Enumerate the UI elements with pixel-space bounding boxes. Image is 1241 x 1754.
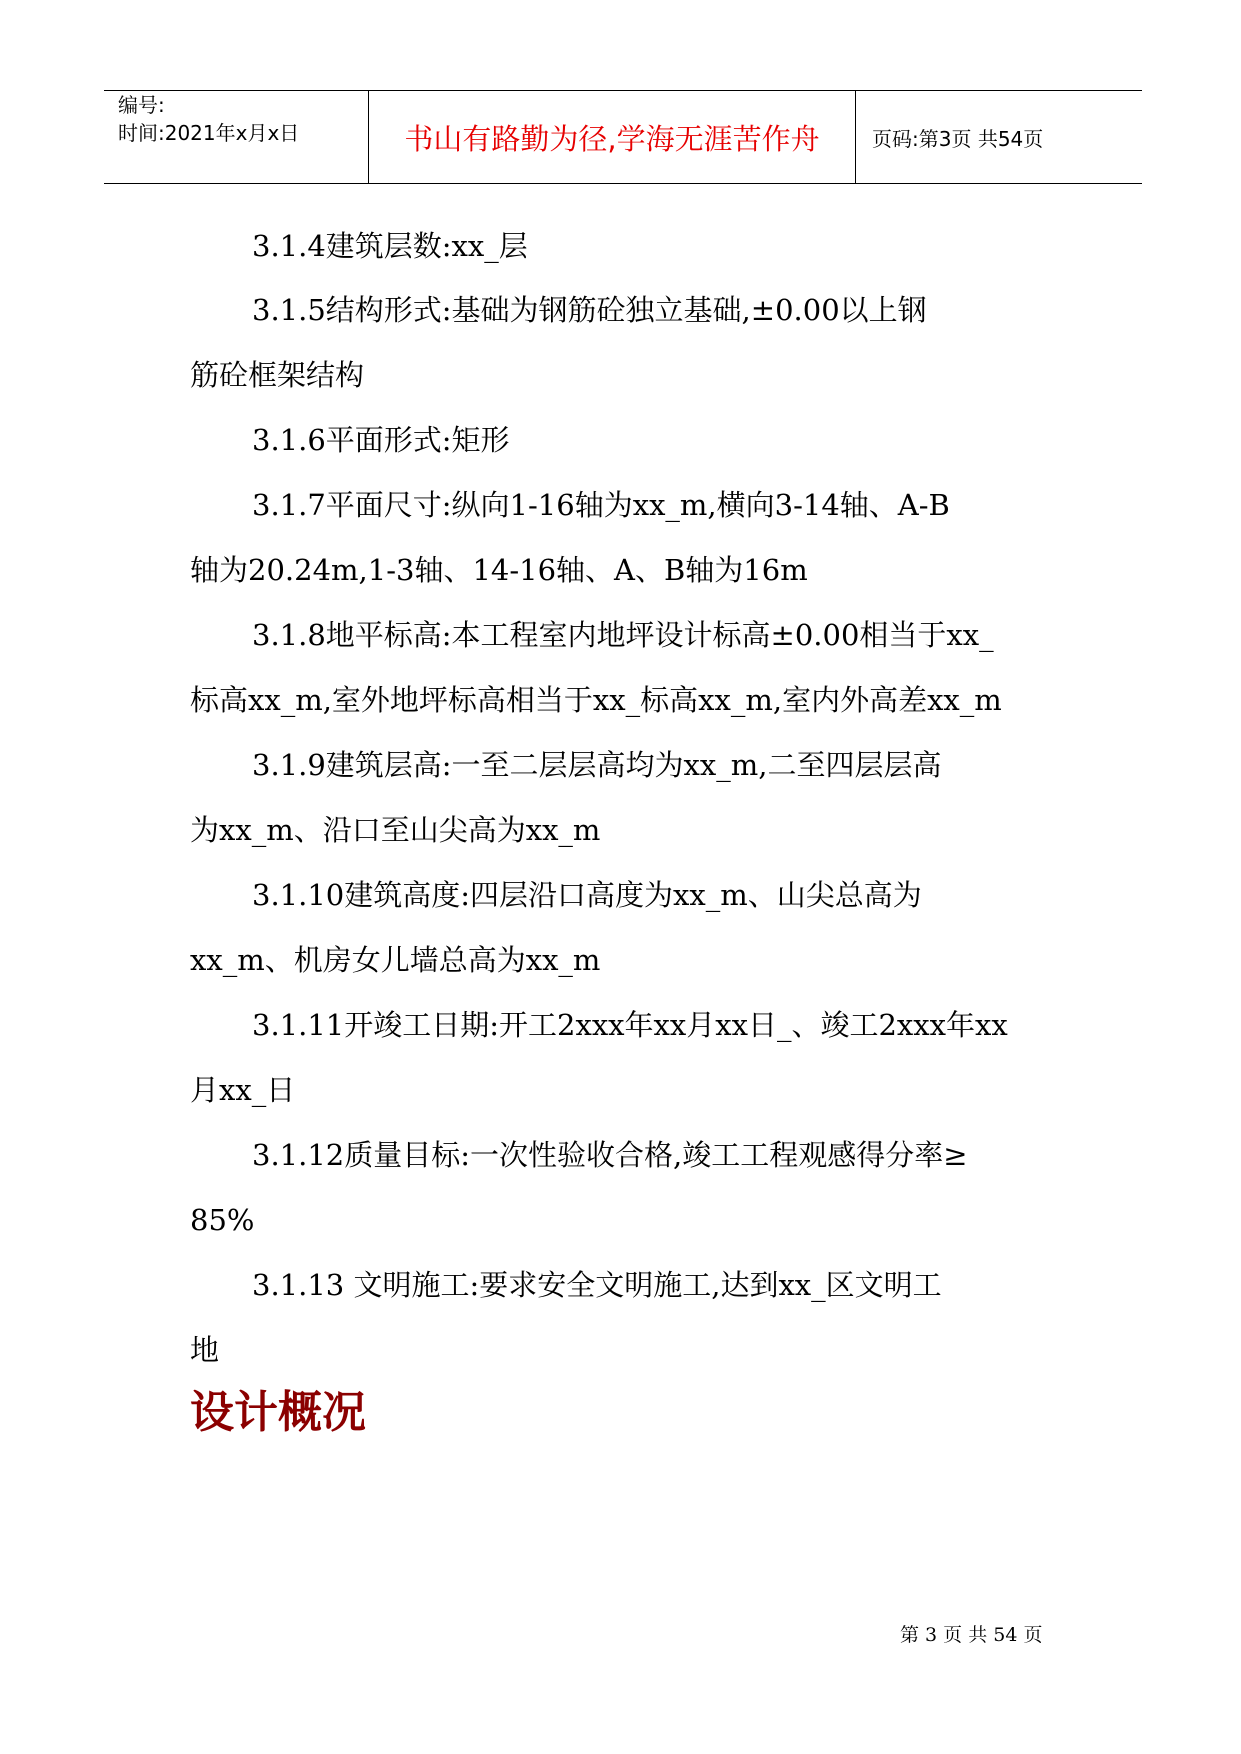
paragraph-line: 3.1.5结构形式:基础为钢筋砼独立基础,±0.00以上钢: [252, 293, 927, 327]
page-footer: 第 3 页 共 54 页: [900, 1624, 1043, 1646]
paragraph-line: 3.1.11开竣工日期:开工2xxx年xx月xx日_、竣工2xxx年xx: [252, 1008, 1008, 1042]
header-page-cell: [856, 91, 1142, 183]
document-time-label: 时间:2021年x月x日: [118, 121, 300, 145]
paragraph-line: 地: [190, 1333, 220, 1367]
paragraph-line: 标高xx_m,室外地坪标高相当于xx_标高xx_m,室内外高差xx_m: [190, 683, 1002, 717]
paragraph-line: 筋砼框架结构: [190, 358, 365, 392]
header-motto: 书山有路勤为径,学海无涯苦作舟: [404, 121, 820, 156]
paragraph-line: 3.1.10建筑高度:四层沿口高度为xx_m、山尖总高为: [252, 878, 922, 912]
paragraph-line: 3.1.9建筑层高:一至二层层高均为xx_m,二至四层层高: [252, 748, 942, 782]
paragraph-line: 3.1.8地平标高:本工程室内地坪设计标高±0.00相当于xx_: [252, 618, 994, 652]
header-motto-cell: [368, 91, 856, 183]
section-heading: 设计概况: [190, 1387, 366, 1438]
paragraph-line: 3.1.12质量目标:一次性验收合格,竣工工程观感得分率≥: [252, 1138, 968, 1172]
paragraph-line: 为xx_m、沿口至山尖高为xx_m: [190, 813, 601, 847]
paragraph-line: 3.1.13 文明施工:要求安全文明施工,达到xx_区文明工: [252, 1268, 942, 1302]
paragraph-line: 3.1.6平面形式:矩形: [252, 423, 510, 457]
paragraph-line: 月xx_日: [190, 1073, 296, 1107]
paragraph-line: 85%: [190, 1203, 255, 1237]
paragraph-line: 3.1.7平面尺寸:纵向1-16轴为xx_m,横向3-14轴、A-B: [252, 488, 950, 522]
paragraph-line: xx_m、机房女儿墙总高为xx_m: [190, 943, 601, 977]
page-header: [104, 90, 1142, 184]
paragraph-line: 3.1.4建筑层数:xx_层: [252, 229, 528, 263]
header-meta-cell: [104, 91, 368, 183]
document-code-label: 编号:: [118, 93, 165, 117]
paragraph-line: 轴为20.24m,1-3轴、14-16轴、A、B轴为16m: [190, 553, 808, 587]
header-page-info: 页码:第3页 共54页: [872, 126, 1044, 151]
